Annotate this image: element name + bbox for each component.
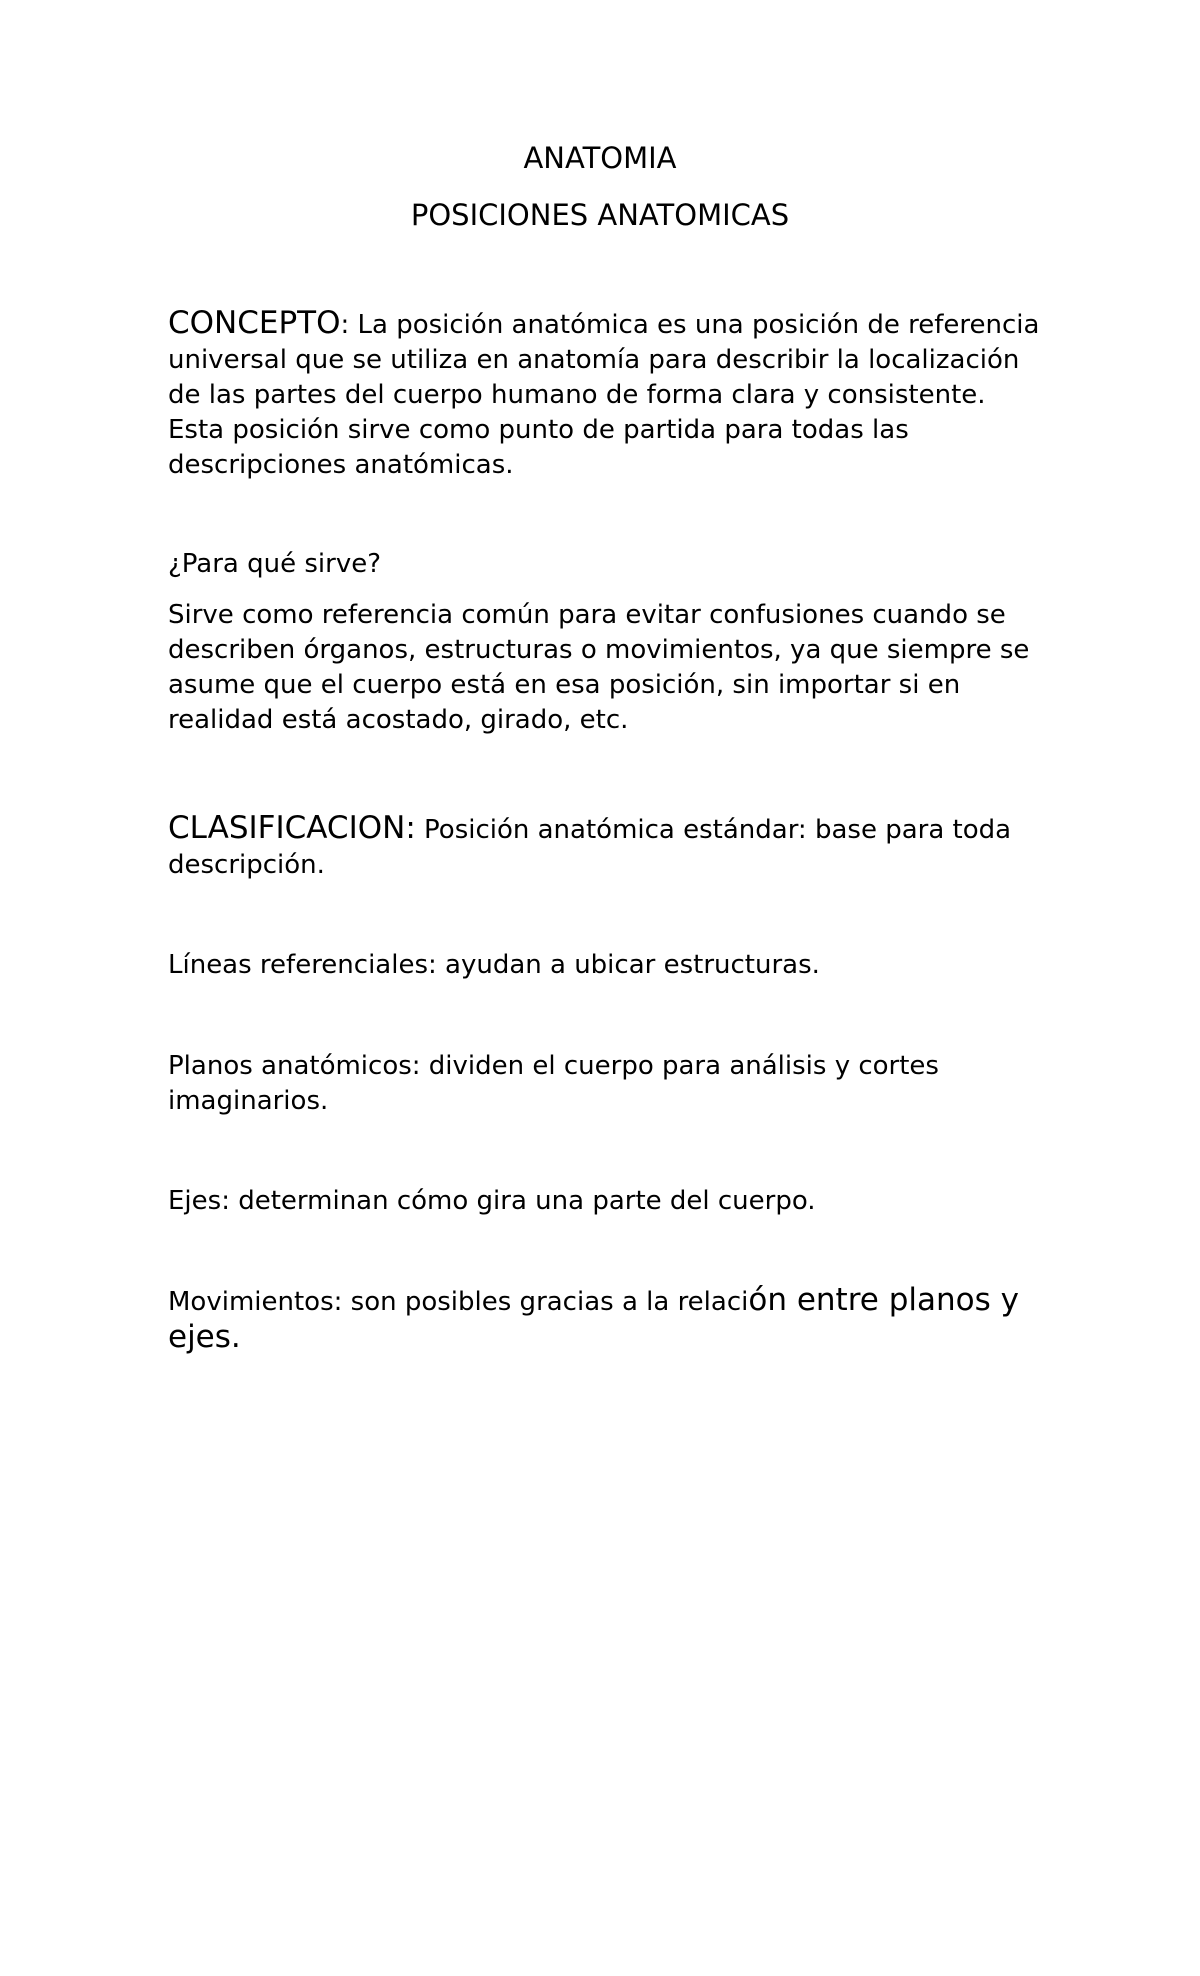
lineas-paragraph [168,948,1048,983]
concept-paragraph [168,306,1048,483]
concept-label: CONCEPTO [168,305,341,341]
ejes-text: Ejes: determinan cómo gira una parte del cuerpo. [168,1186,816,1216]
answer-paragraph [168,598,1048,738]
question-text: ¿Para qué sirve? [168,549,382,579]
planos-paragraph [168,1049,1048,1119]
ejes-paragraph [168,1184,1048,1219]
clasificacion-label: CLASIFICACION: [168,810,416,846]
lineas-text: Líneas referenciales: ayudan a ubicar estructuras. [168,950,820,980]
question-heading [168,547,1048,582]
movimientos-paragraph [168,1283,1048,1357]
movimientos-text-large: ón entre planos y ejes. [168,1282,1019,1355]
planos-text: Planos anatómicos: dividen el cuerpo para análisis y cortes imaginarios. [168,1051,939,1116]
concept-text: : La posición anatómica es una posición de referencia universal que se utiliza en anatomía para describir la localización de las partes del cuerpo humano de forma clara y consistente. Esta posición sirve como punto de partida para todas las descripciones anatómicas. [168,310,1040,480]
document-title: ANATOMIA [523,141,677,175]
document-subtitle: POSICIONES ANATOMICAS [410,198,790,232]
movimientos-text-small: Movimientos: son posibles gracias a la relaci [168,1287,749,1317]
clasificacion-paragraph [168,811,1048,883]
clasificacion-text: Posición anatómica estándar: base para toda descripción. [168,815,1012,880]
answer-text: Sirve como referencia común para evitar confusiones cuando se describen órganos, estructuras o movimientos, ya que siempre se asume que el cuerpo está en esa posición, sin importar si en realidad está acostado, girado, etc. [168,600,1030,735]
